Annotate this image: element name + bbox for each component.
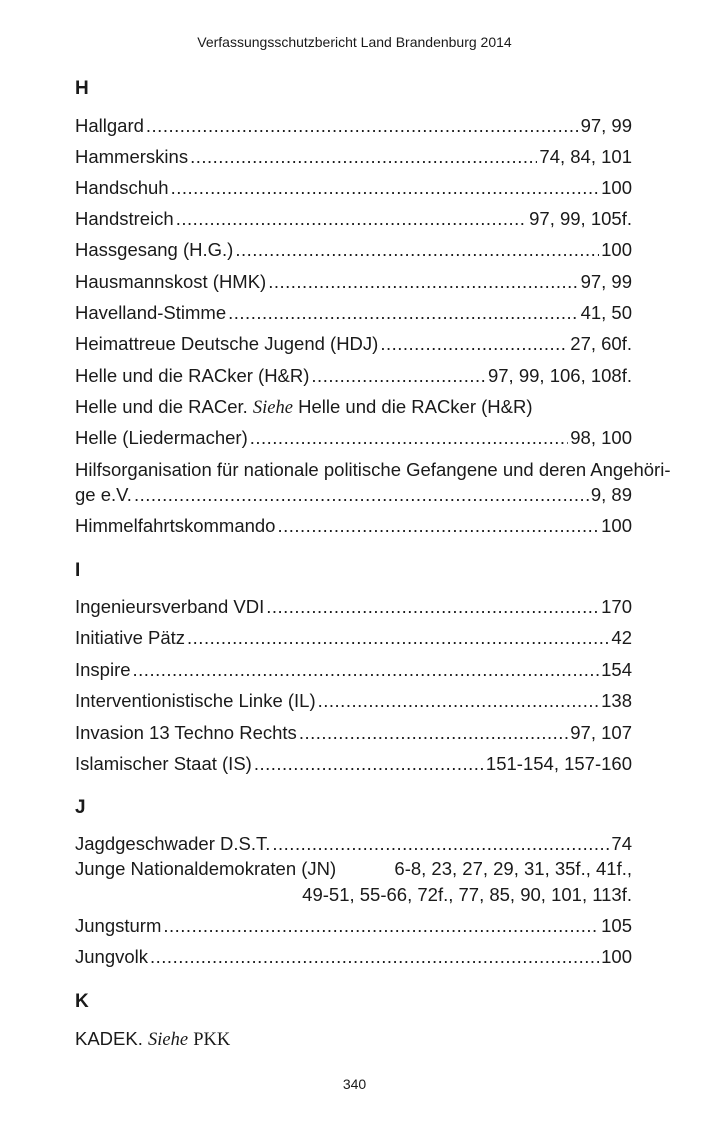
entry-pages: 98, 100	[570, 427, 632, 448]
index-entry	[75, 427, 632, 449]
leader-dots	[150, 946, 599, 968]
entry-term: Havelland-Stimme	[75, 302, 227, 323]
index-entry	[75, 239, 632, 261]
entry-pages: 49-51, 55-66, 72f., 77, 85, 90, 101, 113f.	[302, 884, 632, 905]
leader-dots	[250, 427, 569, 449]
entry-pages: 151-154, 157-160	[485, 753, 632, 774]
entry-term: Initiative Pätz	[75, 627, 186, 648]
entry-pages: 105	[601, 915, 632, 936]
index-entry	[75, 946, 632, 968]
entry-pages: 100	[601, 515, 632, 536]
siehe-label: Siehe	[148, 1030, 189, 1050]
leader-dots	[176, 208, 527, 230]
entry-term: Ingenieursverband VDI	[75, 596, 265, 617]
entry-term: Interventionistische Linke (IL)	[75, 690, 316, 711]
entry-pages: 41, 50	[580, 302, 632, 323]
index-entry	[75, 753, 632, 775]
entry-pages: 100	[601, 946, 632, 967]
leader-dots	[380, 333, 568, 355]
leader-dots	[190, 146, 537, 168]
entry-pages: 97, 99	[580, 115, 632, 136]
leader-dots	[228, 302, 578, 324]
entry-pages: 154	[601, 659, 632, 680]
index-entry	[75, 365, 632, 387]
index-entry	[75, 271, 632, 293]
index-entry	[75, 659, 632, 681]
cross-reference	[75, 396, 632, 419]
running-header: Verfassungsschutzbericht Land Brandenburg 2014	[197, 34, 512, 50]
entry-pages: 97, 107	[570, 722, 632, 743]
entry-term: Handstreich	[75, 208, 174, 229]
entry-pages: 27, 60f.	[570, 333, 632, 354]
index-entry-jn	[75, 858, 632, 880]
entry-term: Helle (Liedermacher)	[75, 427, 248, 448]
index-entry	[75, 302, 632, 324]
index-entry	[75, 833, 632, 855]
entry-pages: 97, 99	[580, 271, 632, 292]
entry-pages: 97, 99, 106, 108f.	[487, 365, 632, 386]
entry-term: Himmelfahrtskommando	[75, 515, 276, 536]
section-letter-j: J	[75, 797, 86, 818]
entry-pages: 97, 99, 105f.	[529, 208, 632, 229]
leader-dots	[311, 365, 486, 387]
index-entry	[75, 722, 632, 744]
leader-dots	[268, 271, 578, 293]
leader-dots	[187, 627, 609, 649]
entry-term: ge e.V.	[75, 484, 132, 505]
leader-dots	[171, 177, 600, 199]
entry-term: Jagdgeschwader D.S.T.	[75, 833, 271, 854]
entry-term: Islamischer Staat (IS)	[75, 753, 252, 774]
index-entry-jn-continued	[75, 884, 632, 906]
index-entry	[75, 177, 632, 199]
index-entry	[75, 146, 632, 168]
entry-pages: 100	[601, 239, 632, 260]
siehe-label: Siehe	[252, 398, 293, 418]
entry-pages: 170	[601, 596, 632, 617]
section-letter-k: K	[75, 991, 89, 1012]
leader-dots	[134, 484, 589, 506]
entry-term: Hammerskins	[75, 146, 189, 167]
index-entry	[75, 627, 632, 649]
leader-dots	[254, 753, 484, 775]
index-entry	[75, 208, 632, 230]
section-letter-h: H	[75, 78, 89, 99]
entry-term: Invasion 13 Techno Rechts	[75, 722, 297, 743]
entry-term: Handschuh	[75, 177, 169, 198]
index-entry	[75, 515, 632, 537]
leader-dots	[163, 915, 599, 937]
entry-term: Hallgard	[75, 115, 144, 136]
index-entry	[75, 690, 632, 712]
entry-pages: 74	[611, 833, 632, 854]
leader-dots	[146, 115, 579, 137]
entry-term: Hassgesang (H.G.)	[75, 239, 234, 260]
section-letter-i: I	[75, 560, 81, 581]
entry-term: Heimattreue Deutsche Jugend (HDJ)	[75, 333, 379, 354]
leader-dots	[277, 515, 599, 537]
index-entry	[75, 484, 632, 506]
leader-dots	[318, 690, 600, 712]
index-entry	[75, 115, 632, 137]
entry-pages: 42	[611, 627, 632, 648]
crossref-term: KADEK.	[75, 1028, 143, 1049]
entry-term: Inspire	[75, 659, 131, 680]
crossref-target: Helle und die RACker (H&R)	[298, 396, 533, 417]
entry-pages: 100	[601, 177, 632, 198]
entry-term: Jungvolk	[75, 946, 149, 967]
leader-dots	[299, 722, 568, 744]
entry-pages: 6-8, 23, 27, 29, 31, 35f., 41f.,	[394, 858, 632, 879]
leader-dots	[266, 596, 599, 618]
entry-term: Jungsturm	[75, 915, 162, 936]
entry-term: Helle und die RACker (H&R)	[75, 365, 310, 386]
index-entry	[75, 333, 632, 355]
cross-reference	[75, 1028, 632, 1051]
entry-pages: 138	[601, 690, 632, 711]
entry-pages: 9, 89	[590, 484, 632, 505]
entry-pages: 74, 84, 101	[539, 146, 632, 167]
entry-term: Junge Nationaldemokraten (JN)	[75, 858, 337, 879]
index-entry	[75, 596, 632, 618]
leader-dots	[272, 833, 609, 855]
crossref-target: PKK	[193, 1030, 231, 1050]
leader-dots	[235, 239, 599, 261]
multiline-entry-line1: Hilfsorganisation für nationale politische Gefangene und deren Angehöri-	[75, 459, 671, 480]
index-entry	[75, 915, 632, 937]
leader-dots	[133, 659, 600, 681]
entry-term: Hausmannskost (HMK)	[75, 271, 267, 292]
crossref-term: Helle und die RACer.	[75, 396, 248, 417]
page-number: 340	[342, 1076, 367, 1092]
